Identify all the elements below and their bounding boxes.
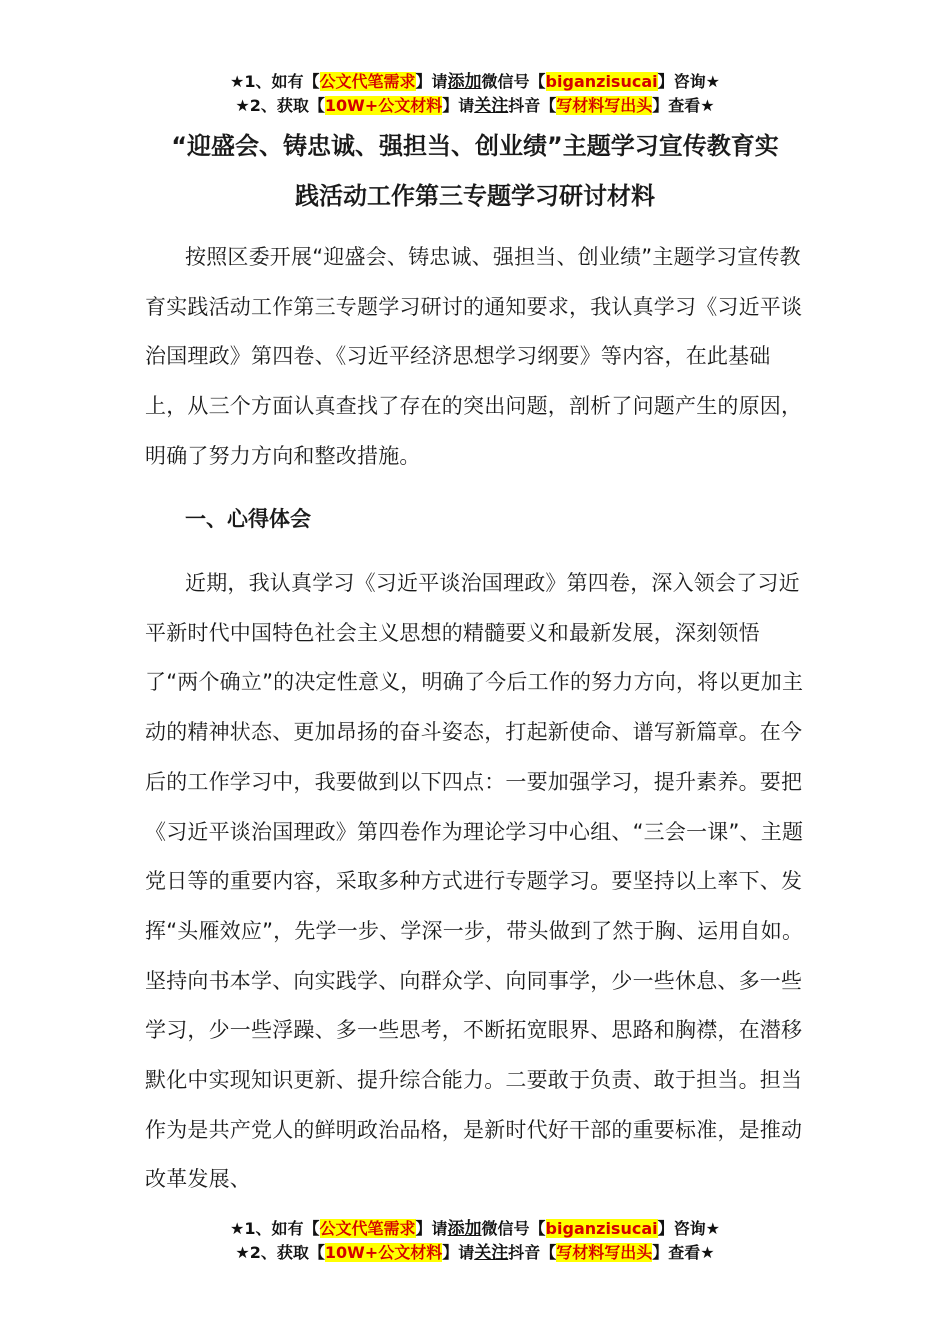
banner-line-1 [0,70,950,94]
banner-text: 】请 [415,1219,448,1238]
banner-text: 抖音【 [508,1243,557,1262]
banner-text: 】咨询★ [657,72,720,91]
banner-highlight: biganzisucai [545,1219,658,1238]
banner-underlined: 添加 [447,72,482,92]
intro-paragraph: 按照区委开展“迎盛会、铸忠诚、强担当、创业绩”主题学习宣传教育实践活动工作第三专题学习研讨的通知要求，我认真学习《习近平谈治国理政》第四卷、《习近平经济思想学习纲要》等内容，在此基础上，从三个方面认真查找了存在的突出问题，剖析了问题产生的原因，明确了努力方向和整改措施。 [145,245,803,468]
banner-highlight: biganzisucai [545,72,658,91]
banner-underlined: 添加 [447,1219,482,1239]
banner-text: 微信号【 [481,72,546,91]
banner-text: ★1、如有【 [230,72,320,91]
banner-text: 】请 [442,1243,475,1262]
document-title-line-1: “迎盛会、铸忠诚、强担当、创业绩”主题学习宣传教育实 [171,132,779,160]
banner-text: 】请 [415,72,448,91]
banner-line-2 [0,1241,950,1265]
banner-text: 】咨询★ [657,1219,720,1238]
banner-highlight: 写材料写出头 [556,1243,653,1262]
banner-text: ★2、获取【 [235,96,325,115]
banner-highlight: 公文代笔需求 [319,1219,416,1238]
section-heading: 一、心得体会 [185,507,311,531]
banner-highlight: 写材料写出头 [556,96,653,115]
banner-text: ★1、如有【 [230,1219,320,1238]
banner-line-1 [0,1217,950,1241]
banner-text: 抖音【 [508,96,557,115]
banner-highlight: 10W+公文材料 [324,1243,443,1262]
banner-text: 】请 [442,96,475,115]
banner-underlined: 关注 [474,1243,509,1263]
banner-text: 微信号【 [481,1219,546,1238]
footer-banner [0,1217,950,1265]
banner-highlight: 公文代笔需求 [319,72,416,91]
banner-text: 】查看★ [652,1243,715,1262]
banner-highlight: 10W+公文材料 [324,96,443,115]
section-body-paragraph: 近期，我认真学习《习近平谈治国理政》第四卷，深入领会了习近平新时代中国特色社会主义思想的精髓要义和最新发展，深刻领悟了“两个确立”的决定性意义，明确了今后工作的努力方向，将以更加主动的精神状态、更加昂扬的奋斗姿态，打起新使命、谱写新篇章。在今后的工作学习中，我要做到以下四点：一要加强学习，提升素养。要把《习近平谈治国理政》第四卷作为理论学习中心组、“三会一课”、主题党日等的重要内容，采取多种方式进行专题学习。要坚持以上率下、发挥“头雁效应”，先学一步、学深一步，带头做到了然于胸、运用自如。坚持向书本学、向实践学、向群众学、向同事学，少一些休息、多一些学习，少一些浮躁、多一些思考，不断拓宽眼界、思路和胸襟，在潜移默化中实现知识更新、提升综合能力。二要敢于负责、敢于担当。担当作为是共产党人的鲜明政治品格，是新时代好干部的重要标准，是推动改革发展、 [145,571,804,1192]
banner-underlined: 关注 [474,96,509,116]
banner-line-2 [0,94,950,118]
banner-text: ★2、获取【 [235,1243,325,1262]
header-banner [0,70,950,118]
banner-text: 】查看★ [652,96,715,115]
document-title-line-2: 践活动工作第三专题学习研讨材料 [295,182,655,210]
